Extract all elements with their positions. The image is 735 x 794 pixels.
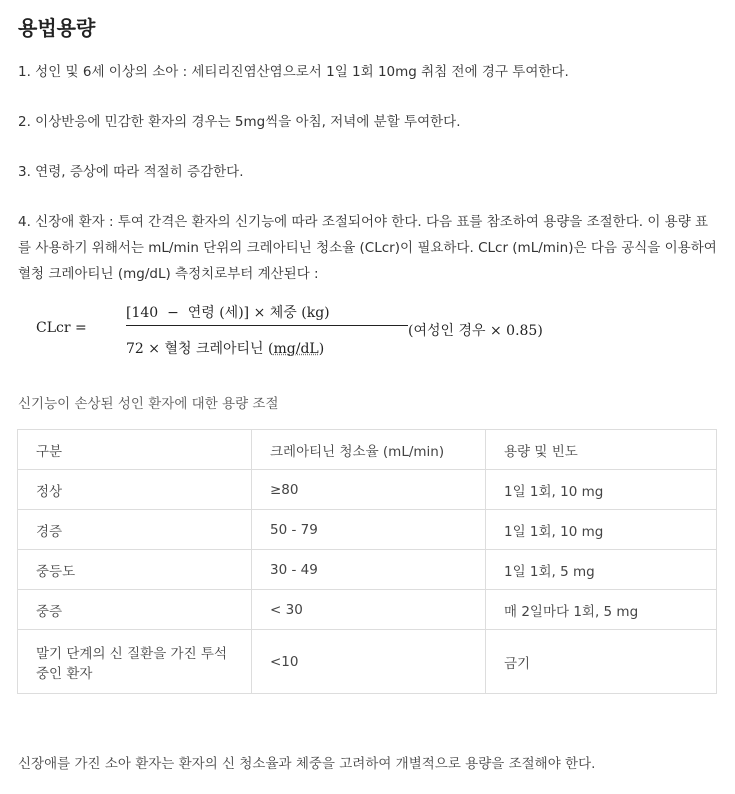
dose-adjustment-table — [17, 429, 717, 694]
cell-dose: 금기 — [486, 630, 717, 694]
cell-category: 중증 — [18, 590, 252, 630]
formula-female-factor: (여성인 경우 × 0.85) — [408, 323, 543, 339]
clcr-formula — [36, 296, 596, 366]
pediatric-note: 신장애를 가진 소아 환자는 환자의 신 청소율과 체중을 고려하여 개별적으로 용량을 조절해야 한다. — [18, 756, 596, 772]
header-category: 구분 — [18, 430, 252, 470]
table-row — [18, 510, 717, 550]
section-title: 용법용량 — [18, 16, 96, 40]
dosage-item-4: 4. 신장애 환자 : 투여 간격은 환자의 신기능에 따라 조절되어야 한다. 다음 표를 참조하여 용량을 조절한다. 이 용량 표를 사용하기 위해서는 mL/min 단위의 크레아티닌 청소율 (CLcr)이 필요하다. CLcr (mL/min)은 다음 공식을 이용하여 혈청 크레아티닌 (mg/dL) 측정치로부터 계산된다 : — [18, 214, 717, 282]
denominator-unit: mg/dL — [273, 341, 319, 357]
cell-category: 정상 — [18, 470, 252, 510]
dosage-item-2: 2. 이상반응에 민감한 환자의 경우는 5mg씩을 아침, 저녁에 분할 투여한다. — [18, 114, 461, 130]
formula-lhs: CLcr = — [36, 320, 87, 336]
table-caption: 신기능이 손상된 성인 환자에 대한 용량 조절 — [18, 396, 279, 412]
table-row — [18, 630, 717, 694]
denominator-suffix: ) — [318, 341, 325, 357]
table-row — [18, 550, 717, 590]
table-header-row — [18, 430, 717, 470]
formula-denominator — [126, 338, 324, 358]
cell-dose: 1일 1회, 10 mg — [486, 510, 717, 550]
cell-dose: 매 2일마다 1회, 5 mg — [486, 590, 717, 630]
cell-clearance: ≥80 — [252, 470, 486, 510]
table-row — [18, 590, 717, 630]
cell-clearance: 30 - 49 — [252, 550, 486, 590]
table-row — [18, 470, 717, 510]
formula-numerator: [140 − 연령 (세)] × 체중 (kg) — [126, 305, 330, 321]
dosage-item-1: 1. 성인 및 6세 이상의 소아 : 세티리진염산염으로서 1일 1회 10mg 취침 전에 경구 투여한다. — [18, 64, 569, 80]
cell-clearance: <10 — [252, 630, 486, 694]
dosage-item-3: 3. 연령, 증상에 따라 적절히 증감한다. — [18, 164, 244, 180]
cell-clearance: 50 - 79 — [252, 510, 486, 550]
header-clearance: 크레아티닌 청소율 (mL/min) — [252, 430, 486, 470]
header-dose: 용량 및 빈도 — [486, 430, 717, 470]
cell-clearance: < 30 — [252, 590, 486, 630]
cell-category: 말기 단계의 신 질환을 가진 투석중인 환자 — [18, 630, 252, 694]
cell-dose: 1일 1회, 5 mg — [486, 550, 717, 590]
denominator-prefix: 72 × 혈청 크레아티닌 ( — [126, 341, 274, 357]
fraction-bar — [126, 325, 408, 326]
cell-category: 경증 — [18, 510, 252, 550]
cell-dose: 1일 1회, 10 mg — [486, 470, 717, 510]
cell-category: 중등도 — [18, 550, 252, 590]
